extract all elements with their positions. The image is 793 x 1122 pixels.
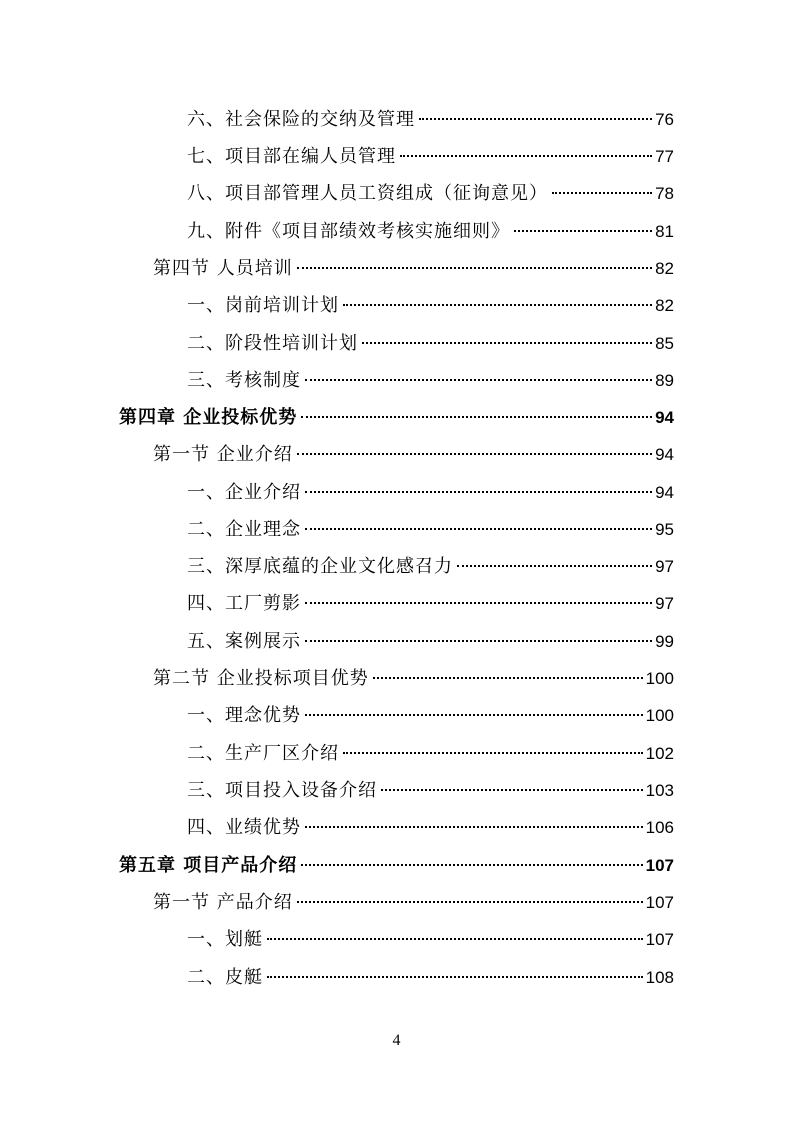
toc-entry-page: 107	[645, 930, 674, 949]
toc-entry[interactable]	[187, 553, 674, 581]
toc-entry[interactable]	[187, 926, 674, 954]
toc-entry-title: 第四节 人员培训	[153, 258, 293, 279]
toc-entry-title: 第一节 企业介绍	[153, 444, 293, 465]
toc-entry[interactable]	[187, 106, 674, 134]
toc-entry-title: 五、案例展示	[187, 631, 301, 652]
toc-entry-page: 102	[645, 744, 674, 763]
toc-dot-leader	[305, 714, 643, 716]
toc-entry-title: 第一节 产品介绍	[153, 892, 293, 913]
toc-entry-title: 九、附件《项目部绩效考核实施细则》	[187, 221, 510, 242]
toc-entry-page: 108	[645, 968, 674, 987]
toc-entry[interactable]	[187, 590, 674, 618]
toc-dot-leader	[305, 379, 652, 381]
toc-dot-leader	[381, 789, 643, 791]
toc-entry-title: 一、企业介绍	[187, 482, 301, 503]
toc-entry[interactable]	[187, 143, 674, 171]
toc-dot-leader	[305, 602, 652, 604]
toc-dot-leader	[343, 752, 643, 754]
toc-entry-page: 103	[645, 781, 674, 800]
toc-dot-leader	[400, 155, 652, 157]
toc-dot-leader	[362, 342, 652, 344]
toc-section-entry[interactable]	[153, 665, 674, 693]
toc-entry-title: 第四章 企业投标优势	[119, 407, 298, 428]
toc-entry-page: 76	[655, 110, 674, 129]
toc-entry-page: 89	[655, 371, 674, 390]
toc-section-entry[interactable]	[153, 255, 674, 283]
toc-entry-page: 78	[655, 184, 674, 203]
toc-entry-page: 82	[655, 259, 674, 278]
toc-entry-page: 100	[645, 669, 674, 688]
toc-dot-leader	[552, 192, 652, 194]
toc-entry-page: 107	[645, 893, 674, 912]
toc-entry-page: 97	[655, 594, 674, 613]
toc-section-entry[interactable]	[153, 441, 674, 469]
toc-dot-leader	[297, 453, 652, 455]
toc-entry[interactable]	[187, 814, 674, 842]
toc-entry-title: 一、划艇	[187, 929, 263, 950]
toc-entry-page: 82	[655, 296, 674, 315]
toc-dot-leader	[305, 491, 652, 493]
toc-section-entry[interactable]	[153, 889, 674, 917]
toc-entry-title: 三、考核制度	[187, 370, 301, 391]
toc-entry[interactable]	[187, 628, 674, 656]
toc-entry-page: 94	[655, 408, 674, 427]
toc-dot-leader	[297, 901, 643, 903]
toc-entry[interactable]	[187, 479, 674, 507]
toc-entry[interactable]	[187, 180, 674, 208]
toc-dot-leader	[267, 976, 643, 978]
toc-dot-leader	[514, 230, 652, 232]
toc-entry-page: 99	[655, 632, 674, 651]
toc-entry-title: 一、岗前培训计划	[187, 295, 339, 316]
toc-entry-page: 81	[655, 222, 674, 241]
toc-entry-title: 二、企业理念	[187, 519, 301, 540]
toc-entry-page: 107	[645, 856, 674, 875]
toc-entry-page: 85	[655, 334, 674, 353]
toc-dot-leader	[301, 864, 642, 866]
toc-entry-title: 四、工厂剪影	[187, 593, 301, 614]
toc-entry-title: 三、项目投入设备介绍	[187, 780, 377, 801]
toc-entry[interactable]	[187, 330, 674, 358]
toc-dot-leader	[305, 528, 652, 530]
toc-entry-page: 95	[655, 520, 674, 539]
toc-entry-title: 二、皮艇	[187, 967, 263, 988]
toc-dot-leader	[305, 640, 652, 642]
toc-entry[interactable]	[187, 367, 674, 395]
toc-entry-title: 二、生产厂区介绍	[187, 743, 339, 764]
toc-entry-title: 八、项目部管理人员工资组成（征询意见）	[187, 183, 548, 204]
toc-entry[interactable]	[187, 964, 674, 992]
toc-entry[interactable]	[187, 292, 674, 320]
toc-dot-leader	[373, 677, 643, 679]
toc-chapter-entry[interactable]	[119, 852, 674, 880]
toc-entry-page: 97	[655, 557, 674, 576]
toc-entry-title: 七、项目部在编人员管理	[187, 146, 396, 167]
toc-entry-page: 100	[645, 706, 674, 725]
toc-entry-title: 三、深厚底蕴的企业文化感召力	[187, 556, 453, 577]
toc-entry-title: 第五章 项目产品介绍	[119, 855, 298, 876]
toc-entry-page: 106	[645, 818, 674, 837]
toc-dot-leader	[457, 565, 652, 567]
toc-dot-leader	[297, 267, 652, 269]
toc-entry[interactable]	[187, 702, 674, 730]
toc-entry-page: 94	[655, 445, 674, 464]
toc-entry[interactable]	[187, 218, 674, 246]
page-number: 4	[392, 1032, 401, 1049]
toc-dot-leader	[267, 938, 643, 940]
toc-entry-title: 二、阶段性培训计划	[187, 333, 358, 354]
toc-entry-title: 第二节 企业投标项目优势	[153, 668, 369, 689]
toc-entry-page: 77	[655, 147, 674, 166]
toc-entry[interactable]	[187, 740, 674, 768]
toc-entry-title: 一、理念优势	[187, 705, 301, 726]
toc-chapter-entry[interactable]	[119, 404, 674, 432]
toc-entry[interactable]	[187, 777, 674, 805]
toc-dot-leader	[419, 118, 652, 120]
toc-entry-page: 94	[655, 483, 674, 502]
toc-entry[interactable]	[187, 516, 674, 544]
toc-dot-leader	[301, 416, 652, 418]
toc-entry-title: 六、社会保险的交纳及管理	[187, 109, 415, 130]
toc-entry-title: 四、业绩优势	[187, 817, 301, 838]
toc-dot-leader	[343, 304, 652, 306]
toc-dot-leader	[305, 826, 643, 828]
